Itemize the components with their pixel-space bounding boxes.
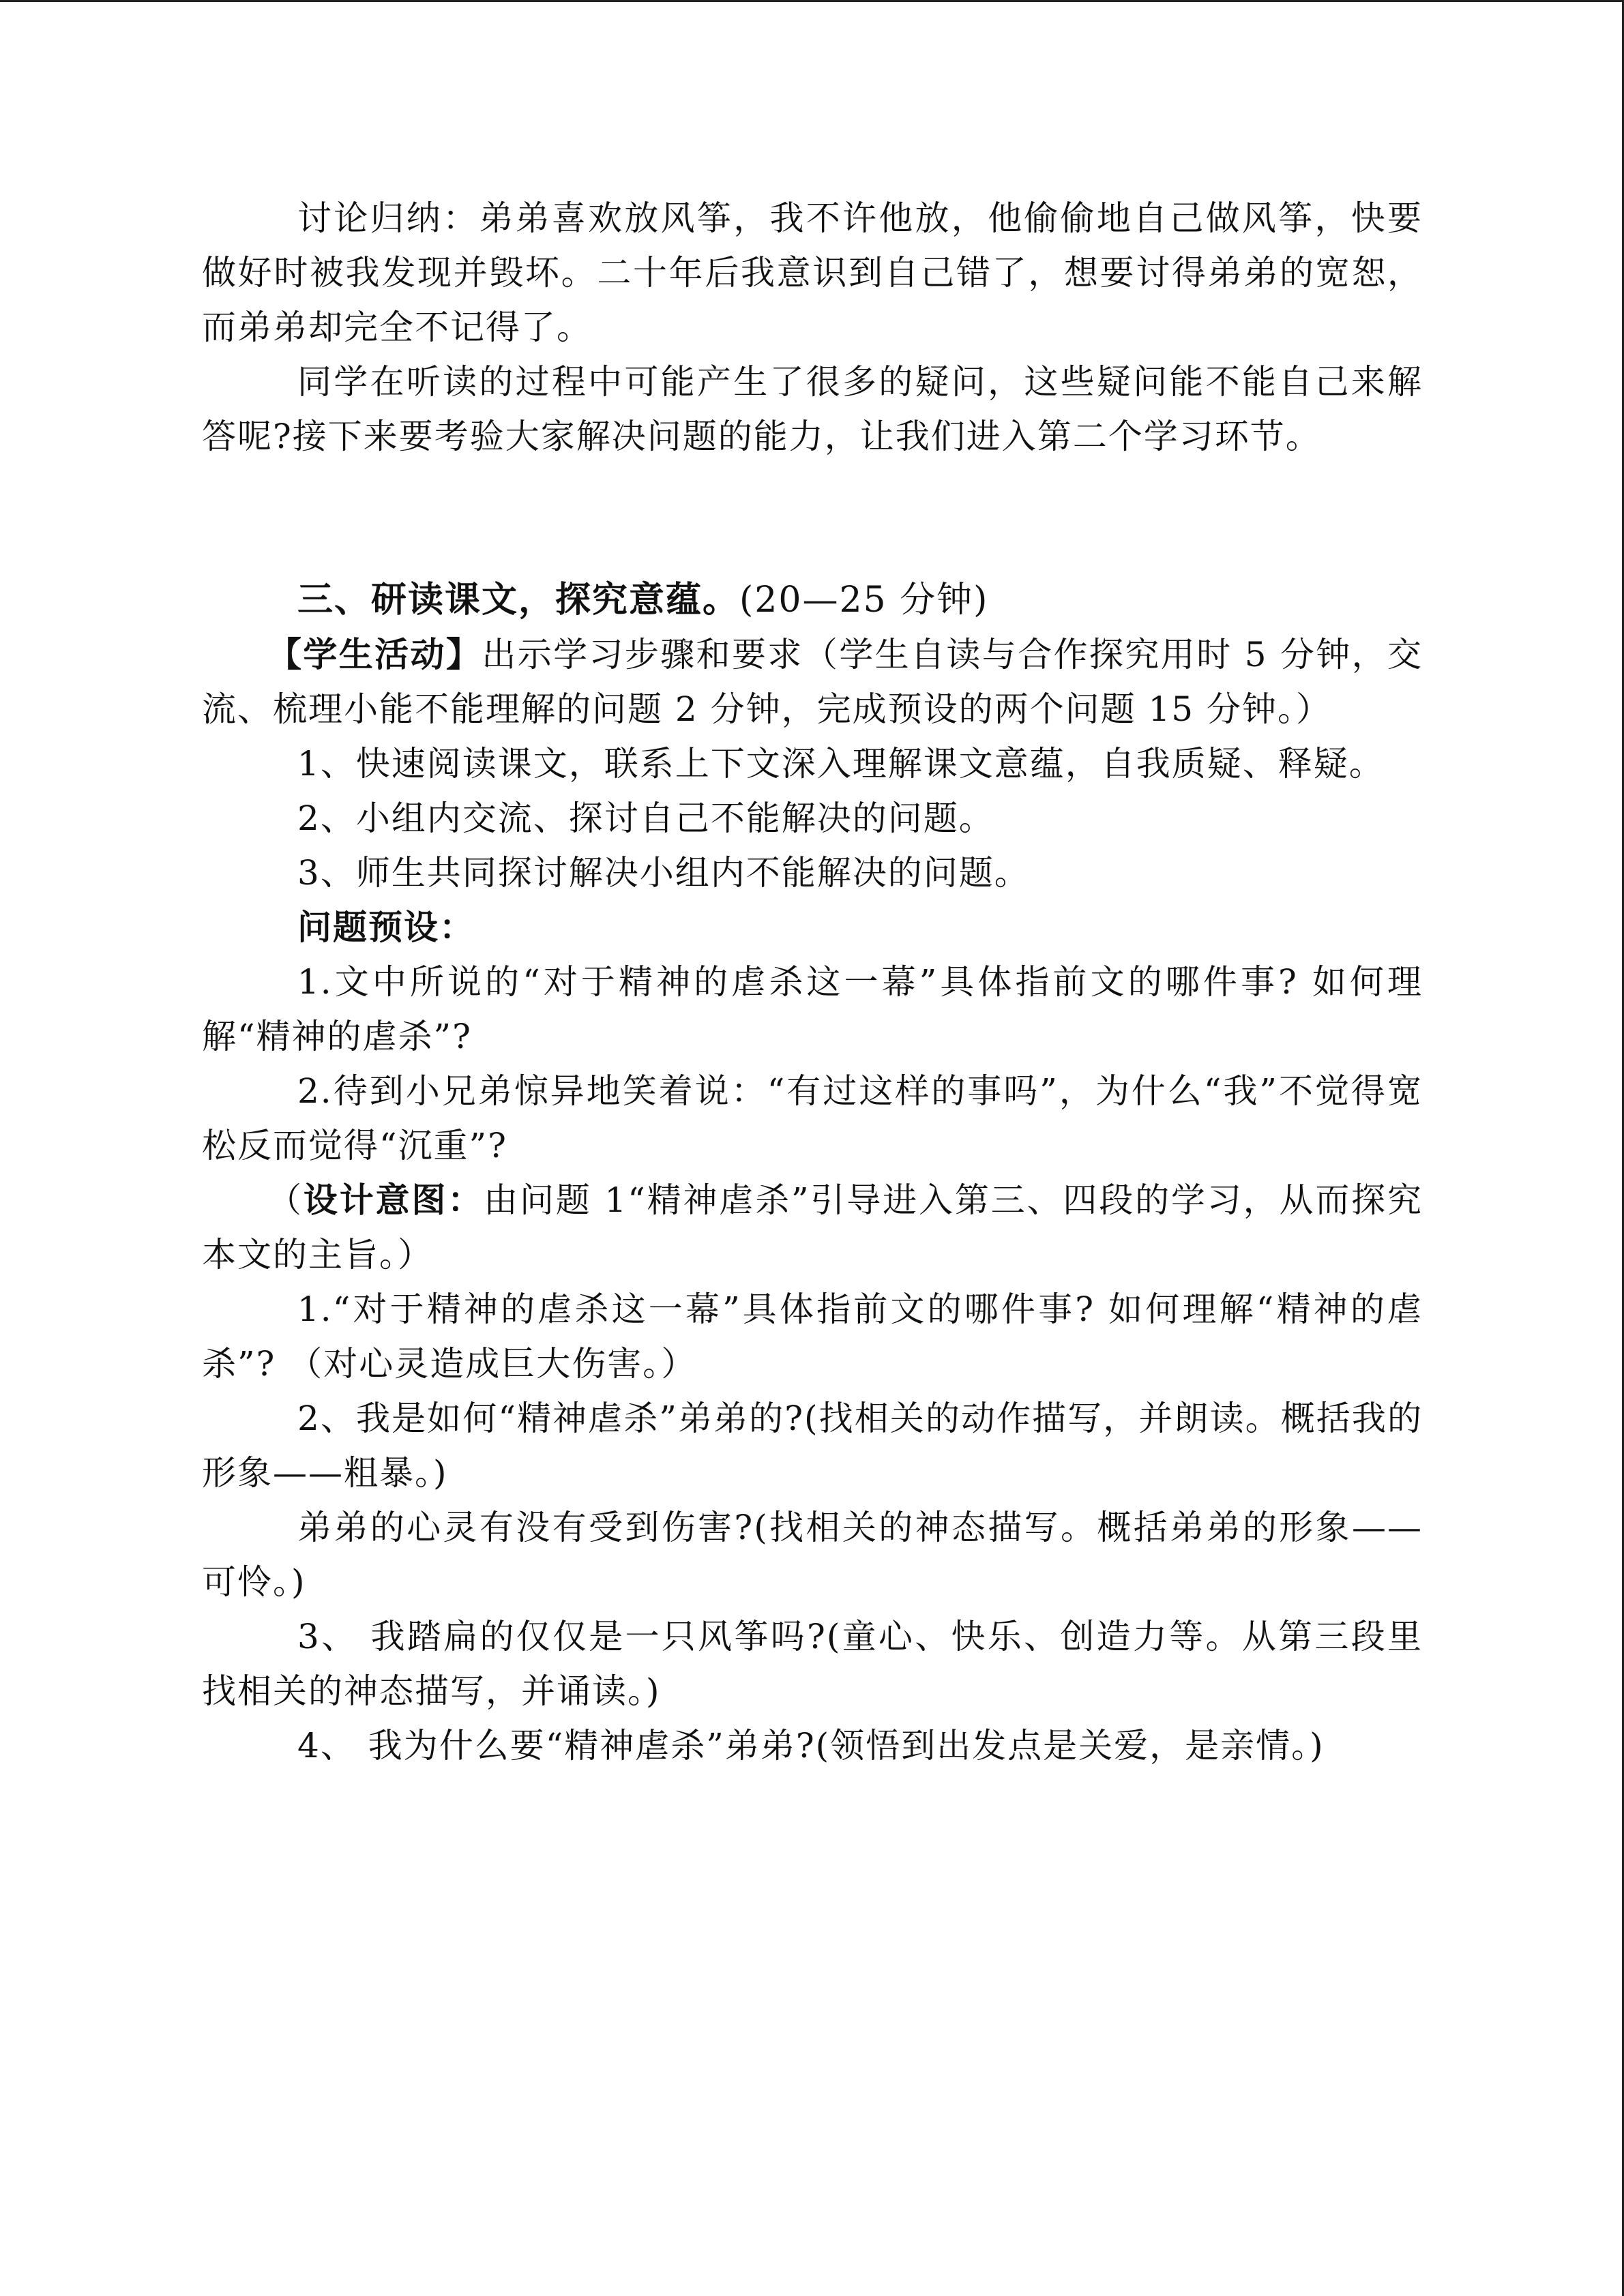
analysis-item: 4、 我为什么要“精神虐杀”弟弟?(领悟到出发点是关爱，是亲情。) bbox=[297, 1726, 1325, 1765]
document-body bbox=[202, 191, 1423, 1773]
student-activity-label: 【学生活动】 bbox=[267, 635, 482, 674]
preset-label: 问题预设： bbox=[297, 908, 475, 947]
design-intent-label: 设计意图： bbox=[303, 1180, 484, 1220]
step-item: 3、师生共同探讨解决小组内不能解决的问题。 bbox=[297, 853, 1030, 893]
analysis-item: 3、 我踏扁的仅仅是一只风筝吗?(童心、快乐、创造力等。从第三段里找相关的神态描写，并诵读。) bbox=[202, 1617, 1423, 1711]
section-heading-title: 三、研读课文，探究意蕴。 bbox=[297, 580, 740, 621]
student-activity-text: 出示学习步骤和要求（学生自读与合作探究用时 5 分钟，交流、梳理小能不能理解的问题 2 分钟，完成预设的两个问题 15 分钟。） bbox=[202, 635, 1423, 729]
analysis-item: 弟弟的心灵有没有受到伤害?(找相关的神态描写。概括弟弟的形象——可怜。) bbox=[202, 1508, 1423, 1602]
analysis-item: 2、我是如何“精神虐杀”弟弟的?(找相关的动作描写，并朗读。概括我的形象——粗暴。) bbox=[202, 1399, 1423, 1493]
section-heading bbox=[202, 573, 1423, 627]
transition-paragraph: 同学在听读的过程中可能产生了很多的疑问，这些疑问能不能自己来解答呢?接下来要考验大家解决问题的能力，让我们进入第二个学习环节。 bbox=[202, 362, 1423, 456]
step-item: 1、快速阅读课文，联系上下文深入理解课文意蕴，自我质疑、释疑。 bbox=[297, 744, 1385, 784]
summary-paragraph: 讨论归纳：弟弟喜欢放风筝，我不许他放，他偷偷地自己做风筝，快要做好时被我发现并毁坏。二十年后我意识到自己错了，想要讨得弟弟的宽恕，而弟弟却完全不记得了。 bbox=[202, 198, 1423, 347]
step-item: 2、小组内交流、探讨自己不能解决的问题。 bbox=[297, 799, 994, 838]
student-activity-paragraph bbox=[202, 627, 1423, 736]
preset-question: 1.文中所说的“对于精神的虐杀这一幕”具体指前文的哪件事? 如何理解“精神的虐杀”? bbox=[202, 962, 1423, 1056]
design-intent-paragraph bbox=[202, 1173, 1423, 1282]
design-intent-prefix: （ bbox=[267, 1180, 304, 1220]
page-border-top bbox=[0, 0, 1624, 2]
section-heading-time: (20—25 分钟) bbox=[739, 580, 989, 621]
analysis-item: 1.“对于精神的虐杀这一幕”具体指前文的哪件事? 如何理解“精神的虐杀”? （对心灵造成巨大伤害。） bbox=[202, 1289, 1423, 1384]
preset-question: 2.待到小兄弟惊异地笑着说：“有过这样的事吗”，为什么“我”不觉得宽松反而觉得“沉重”? bbox=[202, 1071, 1423, 1165]
design-intent-text: 由问题 1“精神虐杀”引导进入第三、四段的学习，从而探究本文的主旨。） bbox=[202, 1180, 1423, 1274]
